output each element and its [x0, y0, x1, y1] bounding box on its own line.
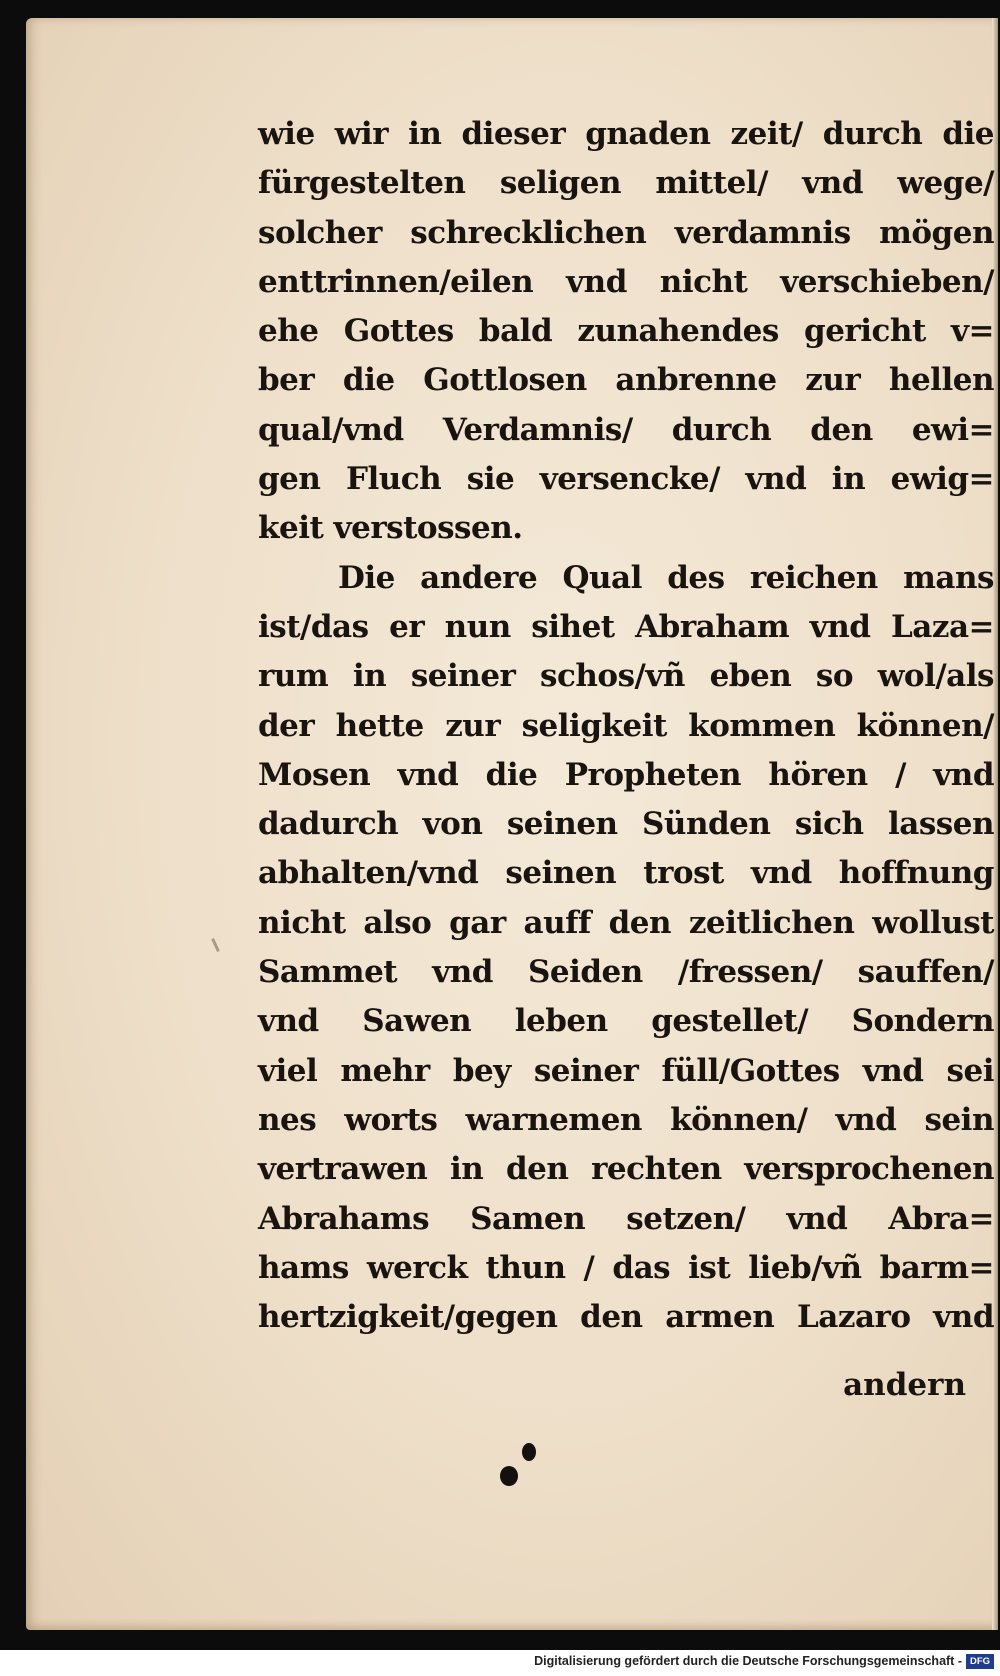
- text-line: Abrahams Samen setzen/ vnd Abra=: [258, 1200, 994, 1237]
- text-line: rum in seiner schos/vñ eben so wol/als: [258, 658, 994, 695]
- text-line: ist/das er nun sihet Abraham vnd Laza=: [258, 608, 994, 645]
- catchword: andern: [843, 1367, 966, 1403]
- text-line: hertzigkeit/gegen den armen Lazaro vnd: [258, 1299, 994, 1336]
- ink-smudge: [211, 938, 220, 952]
- text-line: fürgestelten seligen mittel/ vnd wege/: [258, 165, 994, 202]
- text-line: enttrinnen/eilen vnd nicht verschieben/: [258, 263, 994, 300]
- text-line: Sammet vnd Seiden /fressen/ sauffen/: [258, 954, 994, 991]
- text-line: wie wir in dieser gnaden zeit/ durch die: [258, 116, 994, 152]
- text-line: gen Fluch sie versencke/ vnd in ewig=: [258, 461, 994, 498]
- text-body: [258, 110, 994, 1342]
- text-line: dadurch von seinen Sünden sich lassen: [258, 806, 994, 843]
- dfg-logo-icon: DFG: [966, 1654, 994, 1669]
- text-line: der hette zur seligkeit kommen können/: [258, 707, 994, 744]
- paragraph-start-line: Die andere Qual des reichen mans: [338, 559, 994, 596]
- ink-dot-mark: [522, 1443, 536, 1461]
- paragraph-end-line: keit verstossen.: [258, 510, 523, 547]
- text-line: ber die Gottlosen anbrenne zur hellen: [258, 362, 994, 399]
- text-line: vertrawen in den rechten versprochenen: [258, 1151, 994, 1188]
- text-line: ehe Gottes bald zunahendes gericht v=: [258, 313, 994, 350]
- text-line: Mosen vnd die Propheten hören / vnd: [258, 756, 994, 793]
- text-line: nicht also gar auff den zeitlichen wollust: [258, 904, 994, 941]
- text-line: abhalten/vnd seinen trost vnd hoffnung: [258, 855, 994, 892]
- text-line: solcher schrecklichen verdamnis mögen: [258, 214, 994, 251]
- text-line: hams werck thun / das ist lieb/vñ barm=: [258, 1249, 994, 1286]
- text-line: vnd Sawen leben gestellet/ Sondern: [258, 1003, 994, 1040]
- ink-dot-mark: [500, 1466, 518, 1486]
- text-line: nes worts warnemen können/ vnd sein: [258, 1101, 994, 1138]
- book-page: [26, 18, 998, 1630]
- text-line: viel mehr bey seiner füll/Gottes vnd sei: [258, 1052, 994, 1089]
- text-line: qual/vnd Verdamnis/ durch den ewi=: [258, 411, 994, 448]
- digitization-credit: Digitalisierung gefördert durch die Deutsche Forschungsgemeinschaft -: [534, 1654, 962, 1668]
